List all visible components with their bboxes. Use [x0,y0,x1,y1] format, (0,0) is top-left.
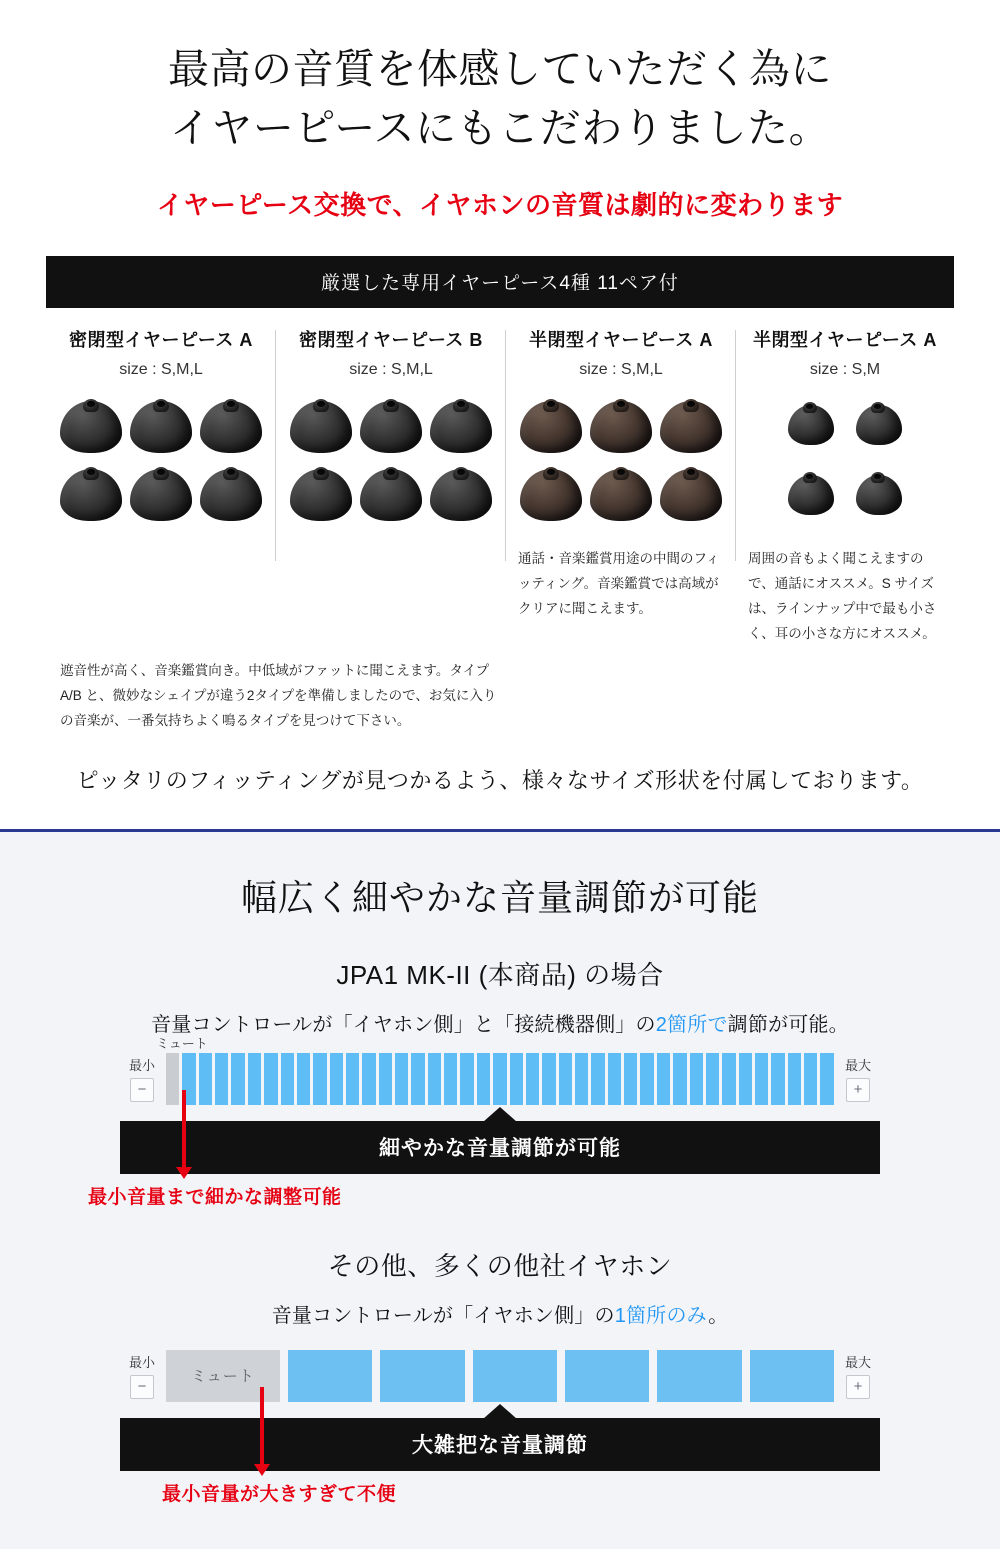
volume-step[interactable] [264,1053,277,1105]
eartip-large [520,395,582,457]
volume-step[interactable] [313,1053,326,1105]
volume-step[interactable] [755,1053,768,1105]
case2-max-label: 最大 [844,1355,871,1371]
eartip-column-a [46,326,276,647]
case2-mute-box[interactable]: ミュート [166,1350,280,1402]
eartip-title: 密閉型イヤーピース A [69,329,253,350]
case1-max-label: 最大 [844,1058,871,1074]
volume-section [0,829,1000,1549]
callout-arrow-icon [483,1404,517,1419]
eartip-large [520,463,582,525]
volume-plus-button[interactable]: + [846,1375,870,1399]
eartip-large [430,463,492,525]
case2-subtext-pre: 音量コントロールが「イヤホン側」の [271,1304,615,1327]
subheadline: イヤーピース交換で、イヤホンの音質は劇的に変わります [156,189,844,220]
volume-step[interactable] [510,1053,523,1105]
page-title [0,40,1000,159]
volume-step[interactable] [199,1053,212,1105]
eartip-small [854,465,904,521]
eartip-large [290,395,352,457]
case1-min-label: 最小 [128,1058,155,1074]
case2-red-note [120,1471,880,1525]
volume-step[interactable] [477,1053,490,1105]
headline-block [0,40,1000,159]
eartip-images [286,395,496,535]
case1-subtext-highlight: 2箇所で [655,1013,728,1036]
eartip-large [590,395,652,457]
eartip-column-b [276,326,506,647]
case2-subtext-post: 。 [708,1304,729,1327]
eartip-large [130,463,192,525]
volume-step[interactable] [750,1350,834,1402]
eartip-large [430,395,492,457]
eartip-description: 周囲の音もよく聞こえますので、通話にオススメ。S サイズは、ラインナップ中で最も小さく、耳の小さな方にオススメ。 [748,550,937,641]
case2-callout-text: 大雑把な音量調節 [120,1418,880,1471]
volume-step[interactable] [526,1053,539,1105]
eartip-title: 半閉型イヤーピース A [529,329,713,350]
case2-subtext [0,1299,1000,1328]
eartip-large [60,463,122,525]
volume-step[interactable] [820,1053,833,1105]
eartip-small [786,395,836,451]
case1-max-group [836,1055,880,1102]
eartip-small [786,465,836,521]
eartip-large [130,395,192,457]
eartip-large [200,395,262,457]
volume-step[interactable] [281,1053,294,1105]
case1-volume-steps[interactable] [164,1053,836,1105]
eartip-column-semi-a [506,326,736,647]
eartip-large [660,463,722,525]
volume-step[interactable] [788,1053,801,1105]
red-arrow-icon [260,1387,264,1465]
case2-callout [120,1418,880,1471]
eartip-closing-note: ピッタリのフィッティングが見つかるよう、様々なサイズ形状を付属しております。 [76,767,924,793]
eartip-title: 半閉型イヤーピース A [753,329,937,350]
volume-minus-button[interactable]: − [130,1375,154,1399]
eartip-large [60,395,122,457]
volume-step[interactable] [657,1053,670,1105]
volume-step[interactable] [362,1053,375,1105]
case1-min-group [120,1055,164,1102]
case2-red-note-text: 最小音量が大きすぎて不便 [162,1483,397,1505]
case2-heading: その他、多くの他社イヤホン [327,1250,673,1281]
volume-step[interactable] [346,1053,359,1105]
volume-step[interactable] [673,1053,686,1105]
volume-step[interactable] [493,1053,506,1105]
volume-step[interactable] [473,1350,557,1402]
volume-step[interactable] [444,1053,457,1105]
volume-step[interactable] [739,1053,752,1105]
eartip-images [56,395,266,535]
volume-step[interactable] [690,1053,703,1105]
eartip-large [290,463,352,525]
volume-step[interactable] [460,1053,473,1105]
volume-step[interactable] [591,1053,604,1105]
case2-volume-steps[interactable] [164,1350,836,1402]
eartip-images [516,395,726,535]
volume-step[interactable] [804,1053,817,1105]
volume-step[interactable] [575,1053,588,1105]
case2-max-group [836,1352,880,1399]
case1-mute-label: ミュート [156,1035,208,1051]
eartip-bar-label: 厳選した専用イヤーピース4種 11ペア付 [46,256,954,308]
eartip-column-semi-b [736,326,954,647]
eartip-large [660,395,722,457]
volume-step[interactable] [722,1053,735,1105]
eartip-large [360,463,422,525]
case1-subtext [0,1008,1000,1037]
case2-subtext-highlight: 1箇所のみ [614,1304,709,1327]
volume-minus-button[interactable]: − [130,1078,154,1102]
volume-step[interactable] [608,1053,621,1105]
eartip-large [200,463,262,525]
volume-step[interactable] [379,1053,392,1105]
eartip-size: size : S,M [809,360,881,378]
volume-step[interactable] [640,1053,653,1105]
eartip-size: size : S,M,L [119,360,203,378]
volume-step[interactable] [297,1053,310,1105]
case1-callout-text: 細やかな音量調節が可能 [120,1121,880,1174]
red-arrow-icon [182,1090,186,1168]
volume-step[interactable] [288,1350,372,1402]
case1-callout [120,1121,880,1174]
volume-step[interactable] [330,1053,343,1105]
eartip-lineup [46,256,954,734]
volume-step[interactable] [395,1053,408,1105]
eartip-size: size : S,M,L [349,360,433,378]
volume-step[interactable] [231,1053,244,1105]
volume-step[interactable] [624,1053,637,1105]
eartip-columns [46,326,954,647]
case2-slider[interactable] [120,1350,880,1402]
case1-red-note [88,1174,880,1228]
volume-plus-button[interactable]: + [846,1078,870,1102]
volume-section-title: 幅広く細やかな音量調節が可能 [240,876,759,918]
case1-slider[interactable] [120,1035,880,1105]
eartip-images [770,395,920,535]
volume-step[interactable] [706,1053,719,1105]
volume-step[interactable] [380,1350,464,1402]
case1-red-note-text: 最小音量まで細かな調整可能 [88,1186,342,1208]
volume-step[interactable] [542,1053,555,1105]
volume-step[interactable] [565,1350,649,1402]
eartip-title: 密閉型イヤーピース B [299,329,483,350]
eartip-large [590,463,652,525]
case1-subtext-pre: 音量コントロールが「イヤホン側」と「接続機器側」の [151,1013,656,1036]
eartip-size: size : S,M,L [579,360,663,378]
headline-line-1: 最高の音質を体感していただく為に [168,46,832,92]
callout-arrow-icon [483,1107,517,1122]
eartip-description-ab: 遮音性が高く、音楽鑑賞向き。中低域がファットに聞こえます。タイプ A/B と、微妙なシェイプが違う2タイプを準備しましたので、お気に入りの音楽が、一番気持ちよく鳴るタイプを見つけて下さい。 [60,662,497,728]
volume-step[interactable] [411,1053,424,1105]
volume-step[interactable] [771,1053,784,1105]
volume-step[interactable] [215,1053,228,1105]
case1-subtext-post: 調節が可能。 [727,1013,849,1036]
headline-line-2: イヤーピースにもこだわりました。 [169,105,831,152]
volume-step[interactable] [248,1053,261,1105]
case2-min-label: 最小 [128,1355,155,1371]
eartip-large [360,395,422,457]
eartip-small [854,395,904,451]
volume-step-mute[interactable] [166,1053,179,1105]
eartip-description: 通話・音楽鑑賞用途の中間のフィッティング。音楽鑑賞では高域がクリアに聞こえます。 [518,550,720,616]
volume-step[interactable] [428,1053,441,1105]
case1-heading: JPA1 MK-II (本商品) の場合 [336,959,664,990]
volume-step[interactable] [657,1350,741,1402]
case2-min-group [120,1352,164,1399]
volume-step[interactable] [559,1053,572,1105]
